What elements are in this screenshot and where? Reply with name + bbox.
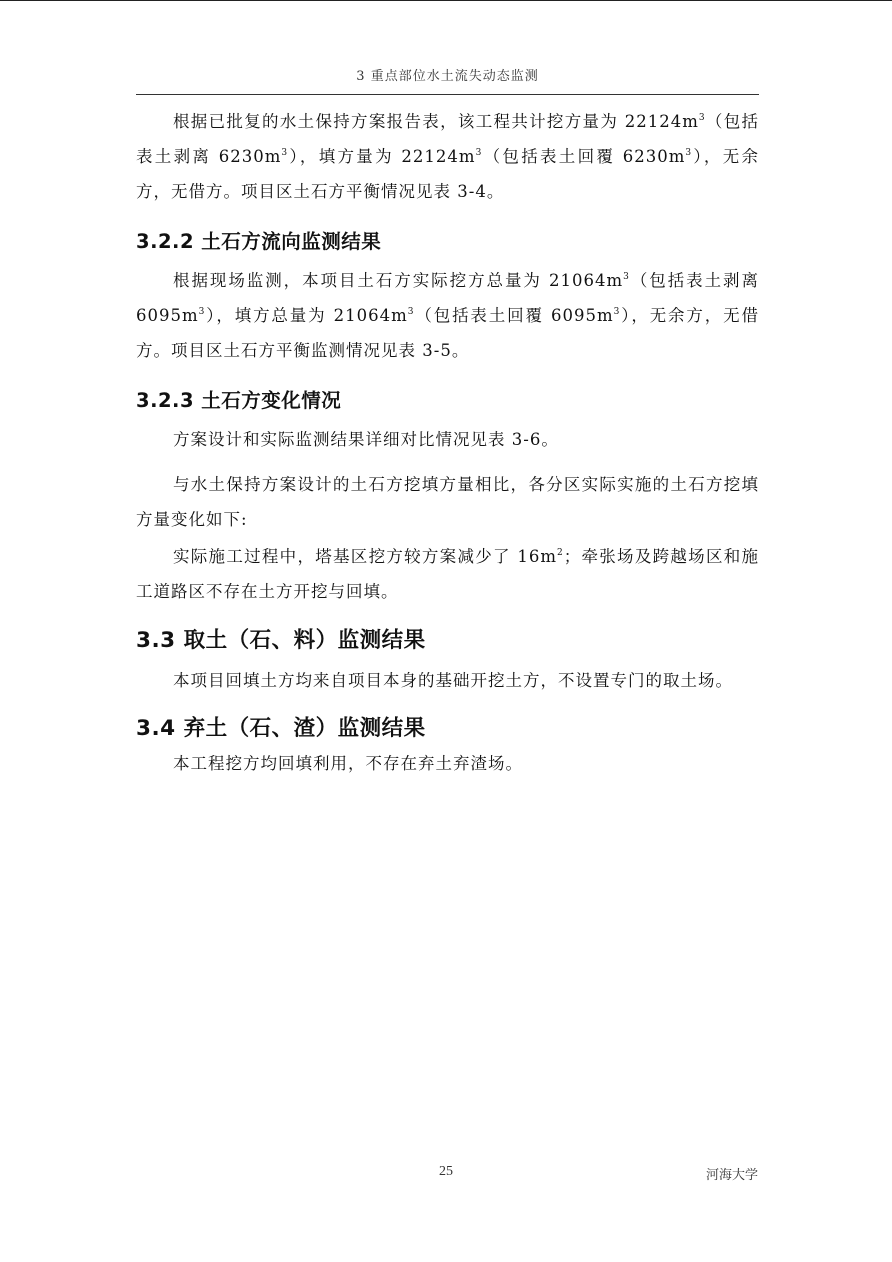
paragraph-monitored-earthwork: 根据现场监测，本项目土石方实际挖方总量为 $21064m^3$（包括表土剥离 $6095m^3$），填方总量为 $21064m^3$（包括表土回覆 $6095m^3$），无余方，无借方。项目区土石方平衡监测情况见表 3-5。 — [136, 271, 760, 360]
heading-3-3: 3.3 取土（石、料）监测结果 — [136, 628, 426, 653]
page-number: 25 — [439, 1164, 453, 1179]
footer-organization: 河海大学 — [705, 1168, 758, 1183]
heading-3-4: 3.4 弃土（石、渣）监测结果 — [136, 716, 426, 741]
heading-3-2-2: 3.2.2 土石方流向监测结果 — [136, 230, 382, 253]
header-divider — [136, 94, 759, 95]
heading-3-2-3: 3.2.3 土石方变化情况 — [136, 389, 342, 412]
paragraph-plan-earthwork: 根据已批复的水土保持方案报告表，该工程共计挖方量为 $22124m^3$（包括表土剥离 $6230m^3$），填方量为 $22124m^3$（包括表土回覆 $6230m^3$），无余方，无借方。项目区土石方平衡情况见表 3-4。 — [136, 112, 760, 201]
paragraph-borrow-soil: 本项目回填土方均来自项目本身的基础开挖土方，不设置专门的取土场。 — [173, 671, 733, 690]
body-content — [136, 101, 759, 781]
paragraph-comparison-ref: 方案设计和实际监测结果详细对比情况见表 3-6。 — [173, 430, 559, 449]
paragraph-volume-change-detail: 实际施工过程中，塔基区挖方较方案减少了 $16m^2$；牵张场及跨越场区和施工道路区不存在土方开挖与回填。 — [136, 547, 760, 601]
paragraph-volume-change-intro: 与水土保持方案设计的土石方挖填方量相比，各分区实际实施的土石方挖填方量变化如下: — [136, 475, 759, 529]
paragraph-spoil-soil: 本工程挖方均回填利用，不存在弃土弃渣场。 — [173, 754, 523, 773]
running-header: 3 重点部位水土流失动态监测 — [356, 69, 539, 84]
